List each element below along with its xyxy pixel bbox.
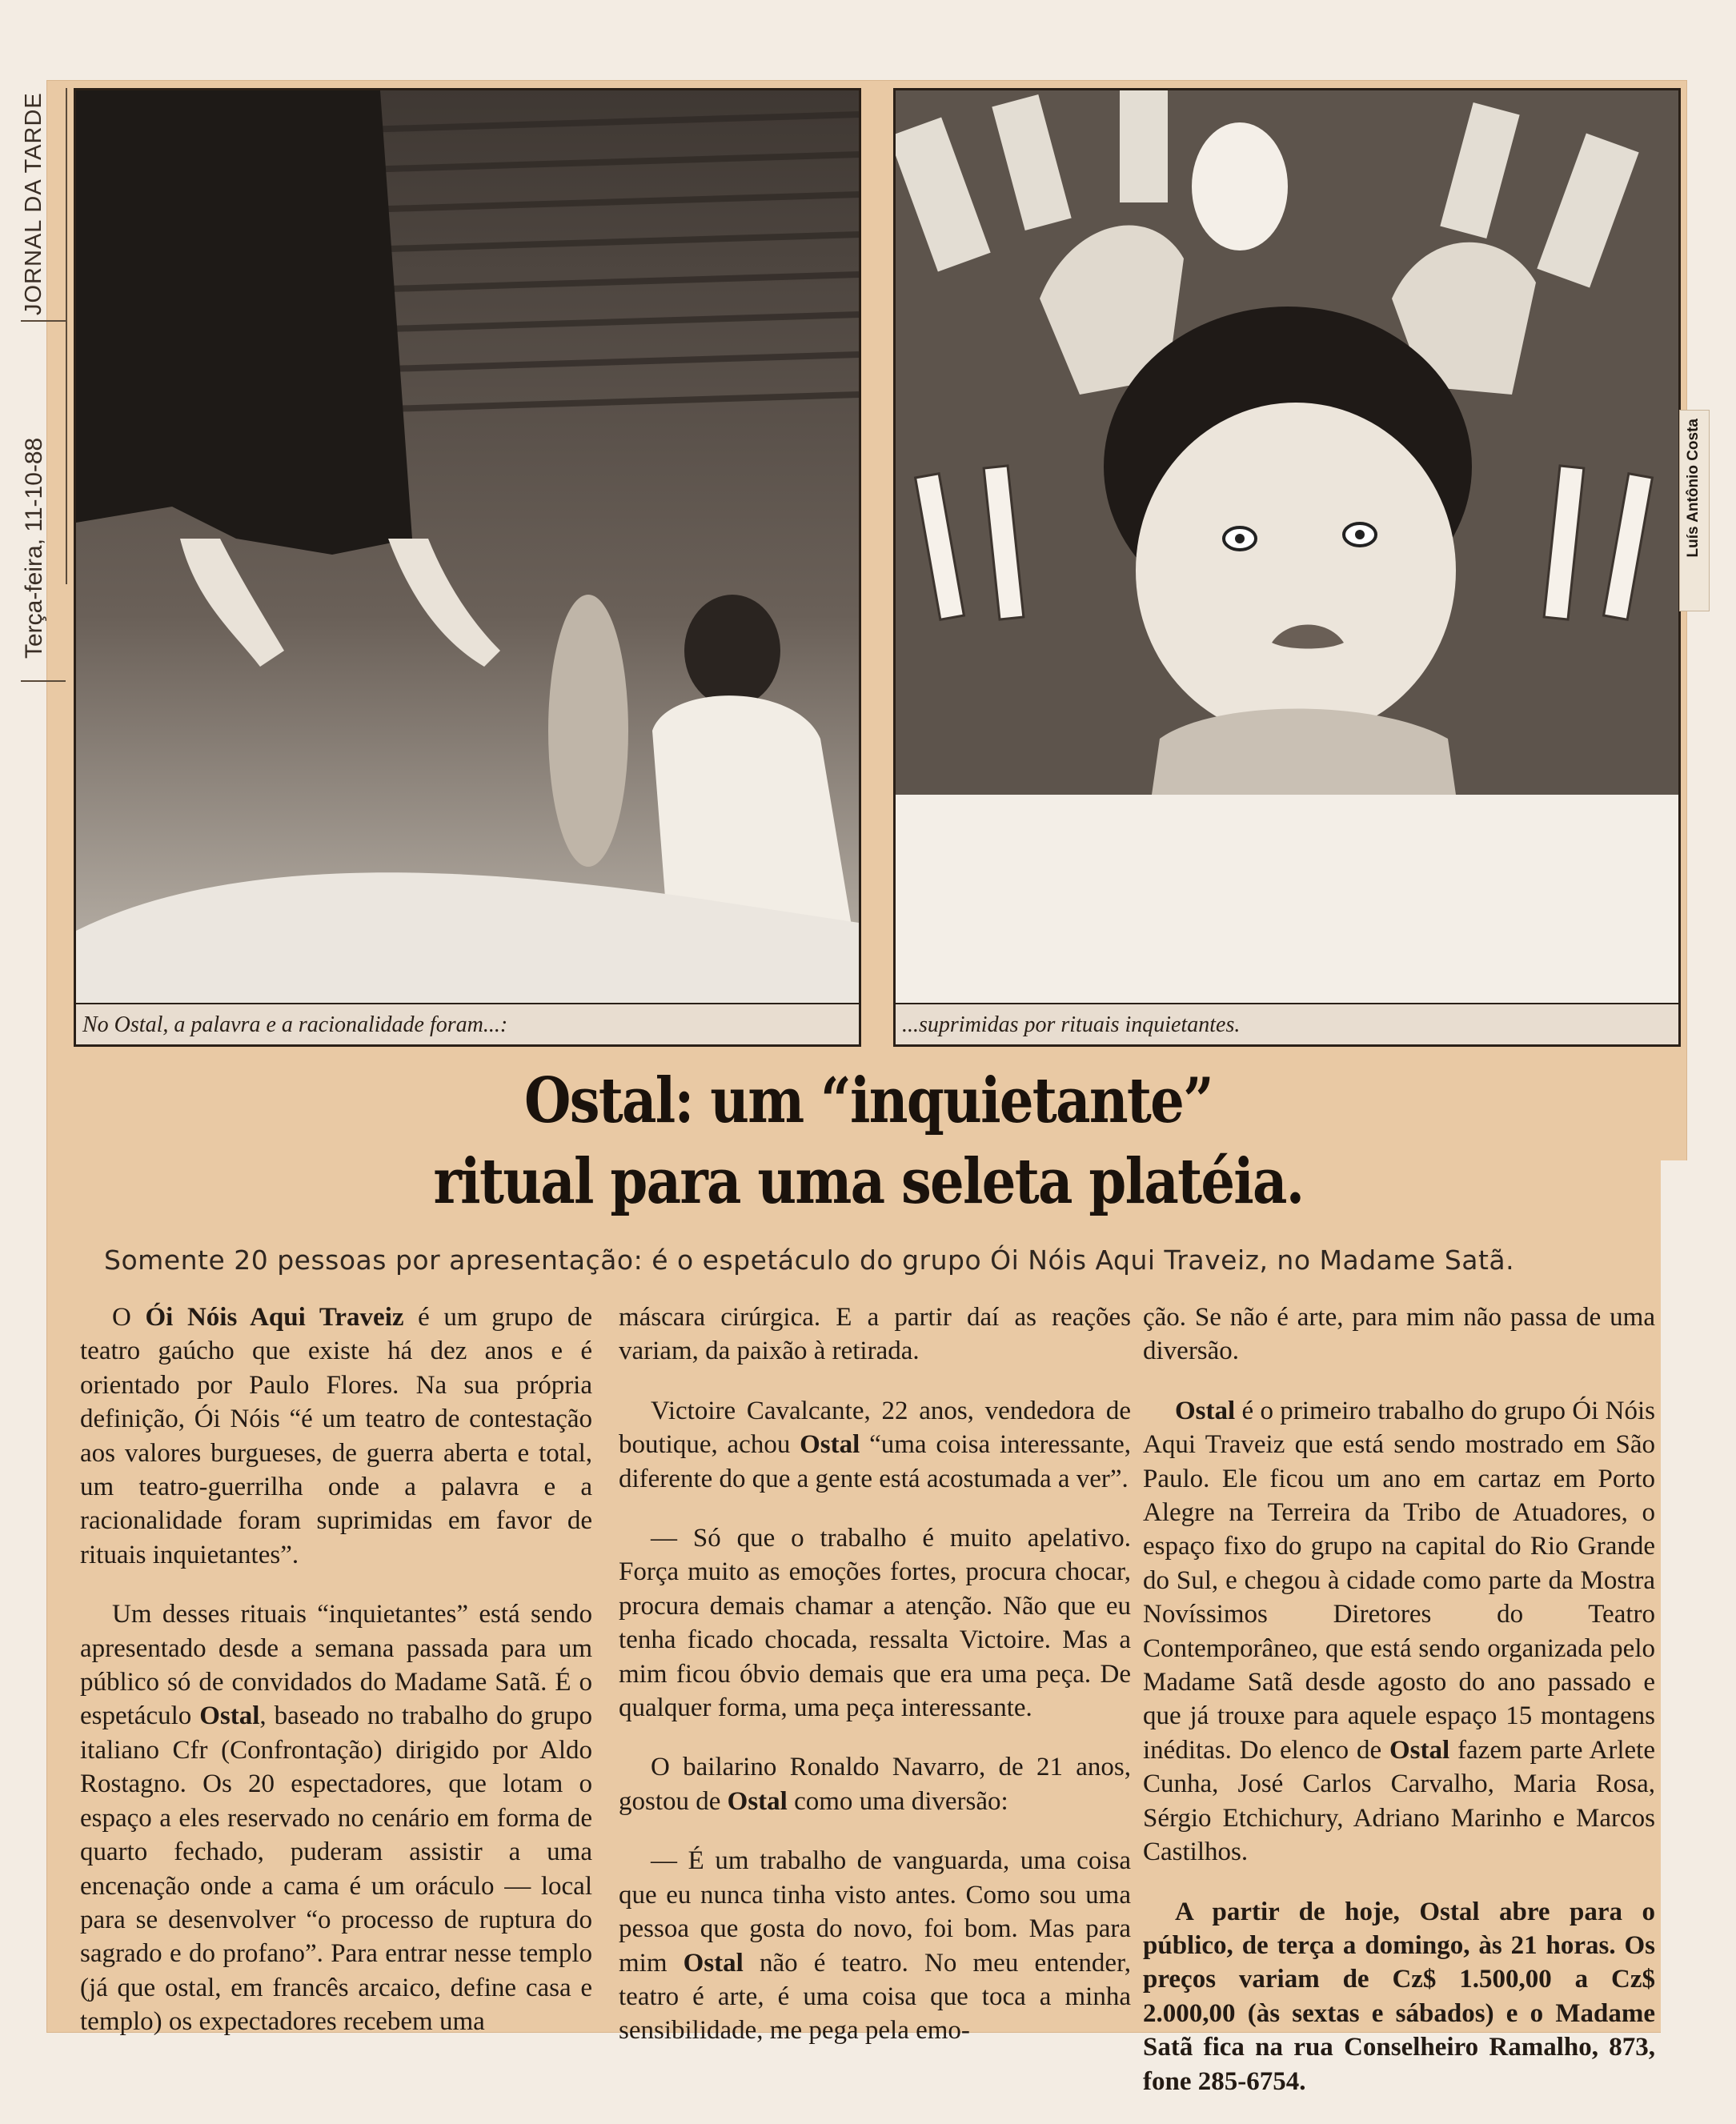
- text-run: O bailarino Ronaldo Navarro, de 21 anos, gostou de: [619, 1753, 1131, 1816]
- text-run: é o primeiro trabalho do grupo Ói Nóis Aqui Traveiz que está sendo mostrado em São Paulo. Ele ficou um ano em cartaz em Porto Alegre na Terreira da Tribo de Atuadores, o espaço fixo do grupo na capital do Rio Grande do Sul, e chegou à cidade como parte da Mostra Novíssimos Diretores do Teatro Contemporâneo, que está sendo organizada pelo Madame Satã desde agosto do ano passado e que já trouxe para aquele espaço 15 montagens inéditas. Do elenco de: [1143, 1396, 1655, 1765]
- photo-credit-text: Luís Antônio Costa: [1685, 419, 1702, 558]
- closing-info: A partir de hoje, Ostal abre para o público, de terça a domingo, às 21 horas. Os preços variam de Cz$ 1.500,00 a Cz$ 2.000,00 (às sextas e sábados) e o Madame Satã fica na rua Conselheiro Ramalho, 873, fone 285-6754.: [1143, 1897, 1655, 2096]
- paragraph: máscara cirúrgica. E a partir daí as reações variam, da paixão à retirada.: [619, 1303, 1131, 1366]
- text-run: O: [112, 1303, 146, 1332]
- text-run: Victoire Cavalcante, 22 anos, vendedora de boutique, achou: [619, 1396, 1131, 1460]
- side-masthead: [21, 88, 67, 659]
- text-run: como uma diversão:: [787, 1786, 1008, 1816]
- photo-right-caption: ...suprimidas por rituais inquietantes.: [896, 1003, 1678, 1044]
- text-run: Um desses rituais “inquietantes” está sendo apresentado desde a semana passada para um público só de convidados do Madame Satã. É o espetáculo: [80, 1600, 592, 1731]
- headline: [112, 1060, 1625, 1223]
- text-run: não é teatro. No meu entender, teatro é arte, é uma coisa que toca a minha sensibilidade, me pega pela emo-: [619, 1948, 1131, 2046]
- paragraph: [619, 1844, 1131, 2047]
- clipping-edge: [1661, 1160, 1693, 2041]
- paragraph: [619, 1750, 1131, 1818]
- bold-text: Ostal: [1175, 1396, 1236, 1425]
- text-run: — É um trabalho de vanguarda, uma coisa que eu nunca tinha visto antes. Como sou uma pessoa que gosta do novo, foi bom. Mas para mim: [619, 1846, 1131, 1978]
- paragraph: ção. Se não é arte, para mim não passa de uma diversão.: [1143, 1303, 1655, 1366]
- bold-text: Ostal: [800, 1430, 860, 1460]
- newspaper-name: JORNAL DA TARDE: [21, 88, 66, 322]
- publication-date: Terça-feira, 11-10-88: [21, 416, 66, 682]
- paragraph: [80, 1597, 592, 2038]
- text-run: é um grupo de teatro gaúcho que existe há dez anos e é orientado por Paulo Flores. Na sua própria definição, Ói Nóis “é um teatro de contestação aos valores burgueses, de guerra aberta e total, um teatro-guerrilha onde a palavra e a racionalidade foram suprimidas em favor de rituais inquietantes”.: [80, 1303, 592, 1569]
- text-run: “uma coisa interessante, diferente do que a gente está acostumada a ver”.: [619, 1430, 1131, 1493]
- photo-left-image: [76, 90, 859, 1044]
- article-column-3: [1143, 1300, 1655, 2124]
- paragraph: — Só que o trabalho é muito apelativo. Força muito as emoções fortes, procura chocar, procura demais chamar a atenção. Não que eu tenha ficado chocada, ressalta Victoire. Mas a mim ficou óbvio demais que era uma peça. De qualquer forma, uma peça interessante.: [619, 1524, 1131, 1723]
- bold-text: Ói Nóis Aqui Traveiz: [145, 1303, 404, 1332]
- headline-line-1: Ostal: um “inquietante”: [524, 1064, 1213, 1137]
- photo-left-caption: No Ostal, a palavra e a racionalidade foram...:: [76, 1003, 859, 1044]
- photo-credit: [1679, 410, 1710, 611]
- paragraph: [80, 1300, 592, 1572]
- photo-right-image: [896, 90, 1678, 1044]
- headline-line-2: ritual para uma seleta platéia.: [433, 1145, 1304, 1219]
- subheadline: Somente 20 pessoas por apresentação: é o espetáculo do grupo Ói Nóis Aqui Traveiz, no Madame Satã.: [104, 1244, 1515, 1276]
- bold-text: Ostal: [727, 1786, 788, 1816]
- article-column-2: [619, 1300, 1131, 2074]
- paragraph: [1143, 1394, 1655, 1870]
- bold-text: Ostal: [1389, 1735, 1450, 1765]
- bold-text: Ostal: [199, 1701, 260, 1731]
- text-run: , baseado no trabalho do grupo italiano Cfr (Confrontação) dirigido por Aldo Rostagno. Os 20 espectadores, que lotam o espaço a eles reservado no cenário em forma de quarto fechado, puderam assistir a uma encenação onde a cama é um oráculo — local para se desenvolver “o processo de ruptura do sagrado e do profano”. Para entrar nesse templo (já que ostal, em francês arcaico, define casa e templo) os expectadores recebem uma: [80, 1701, 592, 2037]
- text-run: fazem parte Arlete Cunha, José Carlos Carvalho, Maria Rosa, Sérgio Etchichury, Adriano Marinho e Marcos Castilhos.: [1143, 1735, 1655, 1867]
- article-column-1: [80, 1300, 592, 2065]
- bold-text: Ostal: [683, 1948, 744, 1978]
- paragraph: [619, 1394, 1131, 1496]
- photo-left: [74, 88, 861, 1047]
- photo-right: [893, 88, 1681, 1047]
